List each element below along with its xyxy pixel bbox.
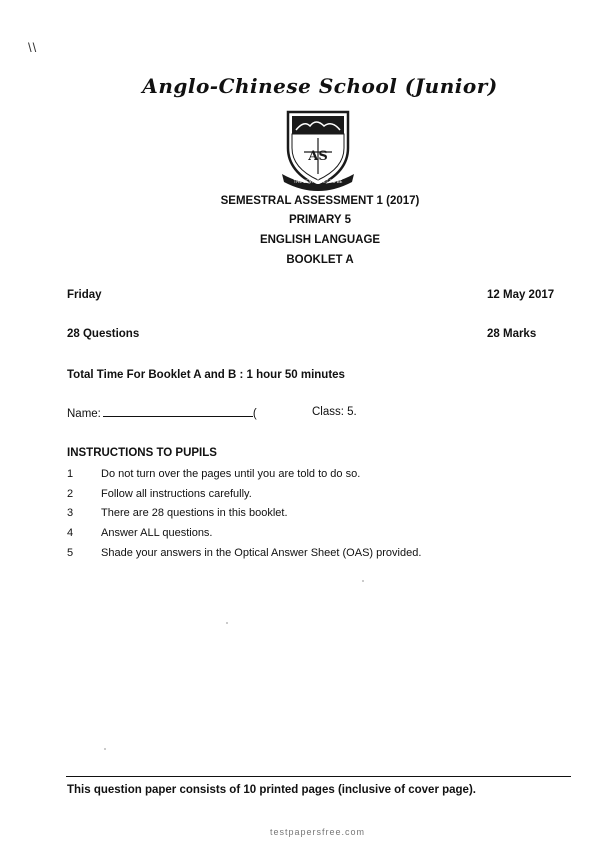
instruction-item bbox=[67, 507, 288, 519]
name-label: Name: bbox=[67, 408, 101, 420]
watermark: testpapersfree.com bbox=[270, 827, 366, 837]
crest-letters: AS bbox=[308, 149, 328, 164]
scan-speck bbox=[362, 580, 364, 582]
heading-booklet: BOOKLET A bbox=[286, 254, 354, 266]
total-marks: 28 Marks bbox=[487, 328, 537, 340]
class-label: Class: 5. bbox=[312, 406, 357, 418]
instruction-item bbox=[67, 547, 421, 559]
corner-handwritten-mark: \\ bbox=[28, 40, 38, 55]
footer-divider bbox=[66, 776, 571, 777]
school-crest-icon bbox=[280, 108, 356, 192]
page-count-note: This question paper consists of 10 printed pages (inclusive of cover page). bbox=[67, 784, 476, 796]
instruction-text: Shade your answers in the Optical Answer Sheet (OAS) provided. bbox=[101, 547, 422, 559]
instructions-title: INSTRUCTIONS TO PUPILS bbox=[67, 447, 217, 459]
instruction-text: There are 28 questions in this booklet. bbox=[101, 507, 288, 519]
heading-level: PRIMARY 5 bbox=[289, 214, 351, 226]
exam-date: 12 May 2017 bbox=[487, 289, 555, 301]
instruction-item bbox=[67, 488, 252, 500]
name-paren: ( bbox=[252, 408, 257, 420]
heading-assessment: SEMESTRAL ASSESSMENT 1 (2017) bbox=[220, 195, 420, 207]
scan-speck bbox=[226, 622, 228, 624]
crest-motto: THE BEST IS YET TO BE bbox=[293, 179, 343, 184]
heading-subject: ENGLISH LANGUAGE bbox=[259, 234, 381, 246]
instruction-text: Answer ALL questions. bbox=[101, 527, 213, 539]
question-count: 28 Questions bbox=[67, 328, 140, 340]
instruction-text: Follow all instructions carefully. bbox=[101, 488, 252, 500]
instruction-number: 1 bbox=[67, 468, 74, 480]
scan-speck bbox=[104, 748, 106, 750]
total-time: Total Time For Booklet A and B : 1 hour 50 minutes bbox=[67, 369, 345, 381]
instruction-text: Do not turn over the pages until you are told to do so. bbox=[101, 468, 361, 480]
instruction-item bbox=[67, 527, 213, 539]
name-field[interactable] bbox=[103, 406, 253, 417]
school-name: Anglo-Chinese School (Junior) bbox=[142, 74, 498, 98]
name-class-row bbox=[67, 406, 547, 420]
exam-day: Friday bbox=[67, 289, 102, 301]
instruction-number: 5 bbox=[67, 547, 74, 559]
instruction-number: 4 bbox=[67, 527, 74, 539]
instruction-number: 3 bbox=[67, 507, 74, 519]
instruction-number: 2 bbox=[67, 488, 74, 500]
instruction-item bbox=[67, 468, 360, 480]
